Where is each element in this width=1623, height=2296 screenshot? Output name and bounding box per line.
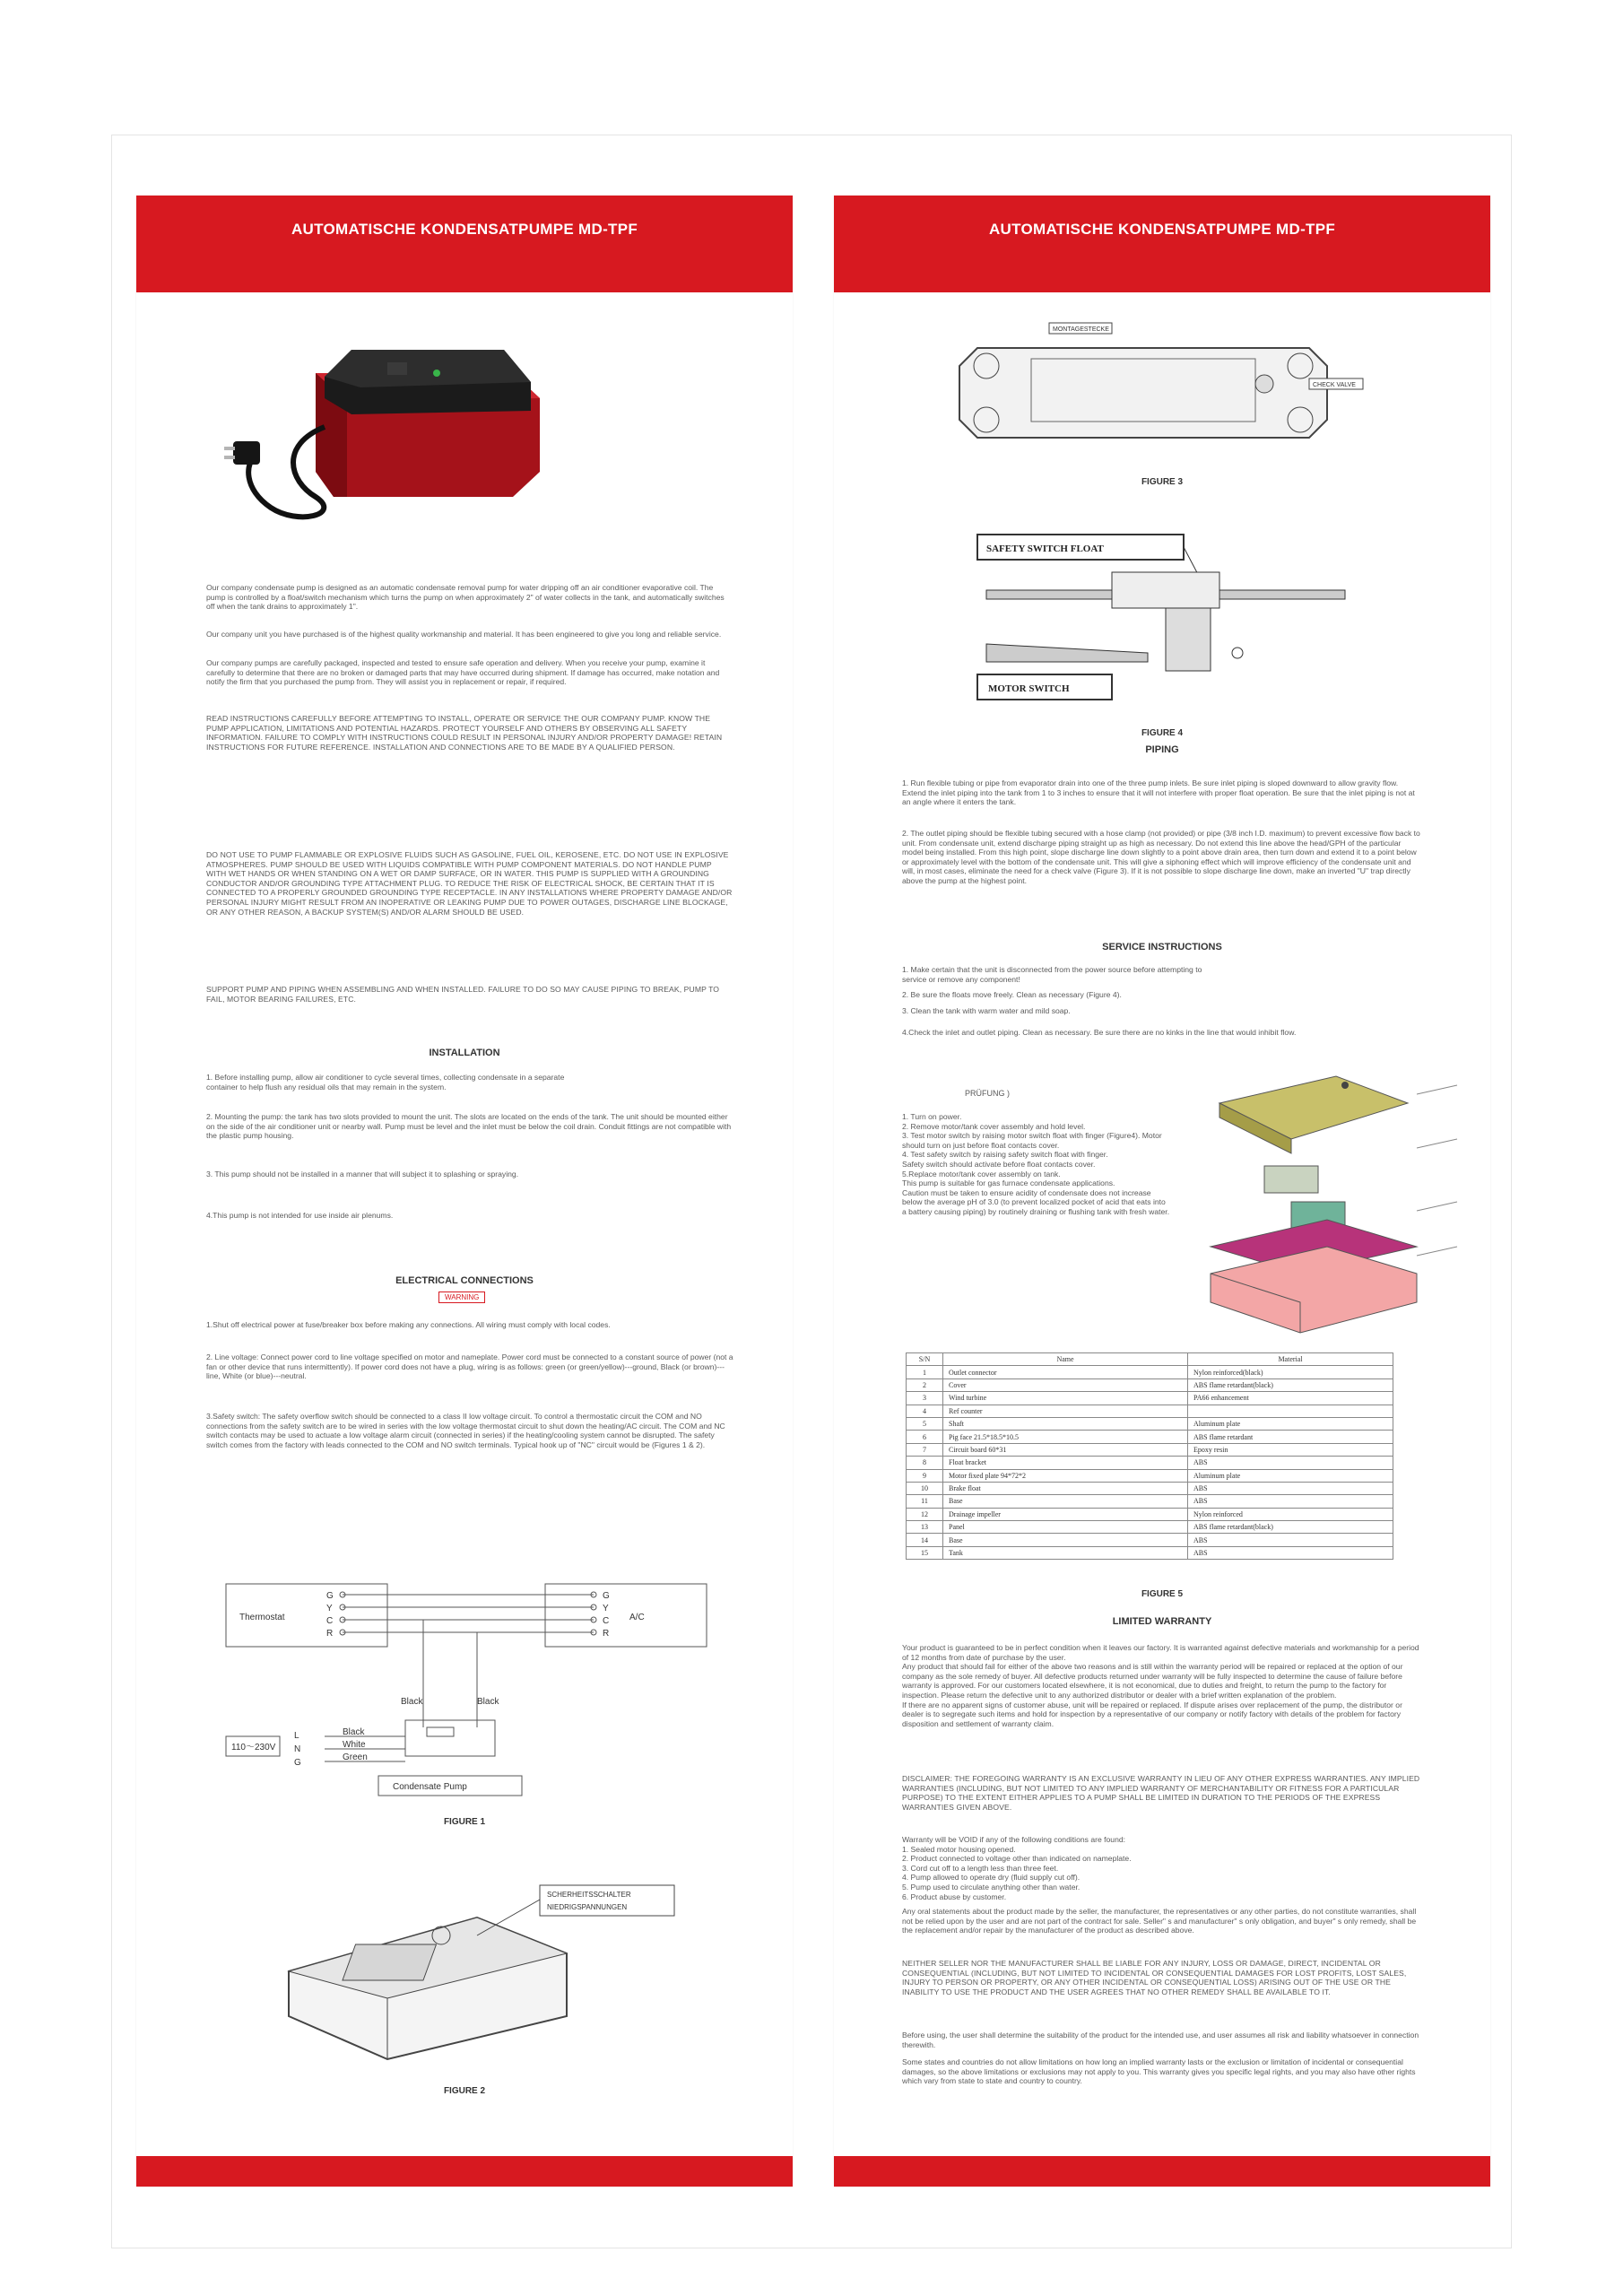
terminal-y-right: Y [603, 1604, 609, 1613]
figure5-caption: FIGURE 5 [1141, 1589, 1184, 1599]
cell-name: Shaft [943, 1417, 1188, 1430]
cell-material: ABS [1188, 1534, 1393, 1546]
fig4-label-2: MOTOR SWITCH [988, 683, 1070, 694]
header-banner-right [834, 196, 1490, 292]
table-row [907, 1366, 1393, 1378]
col-sn: S/N [907, 1353, 943, 1366]
terminal-g-left: G [326, 1591, 334, 1601]
table-row [907, 1392, 1393, 1405]
warranty-5: NEITHER SELLER NOR THE MANUFACTURER SHALL BE LIABLE FOR ANY INJURY, LOSS OR DAMAGE, DIRECT, INCIDENTAL OR CONSEQUENTIAL (INCLUDING, BUT NOT LIMITED TO INCIDENTAL OR CONSEQUENTIAL DAMAGES FOR LOST PROFITS, LOST SALES, INJURY TO PERSON OR PROPERTY, OR ANY OTHER INCIDENTAL OR CONSEQUENTIAL LOSS) ARISING OUT OF THE USE OR THE INABILITY TO USE THE PRODUCT AND THE USER AGREES THAT NO OTHER REMEDY SHALL BE AVAILABLE TO IT. [902, 1959, 1407, 1996]
table-row [907, 1443, 1393, 1456]
terminal-g-right: G [603, 1591, 610, 1601]
intro-p3: Our company pumps are carefully packaged, inspected and tested to ensure safe operation and delivery. When you receive your pump, examine it carefully to determine that there are no broken or damaged parts that may have occurred during shipment. If damage has occurred, make notation and notify the firm that you purchased the pump from. They will assist you in replacement or repair, if required. [206, 658, 720, 687]
cell-material: Nylon reinforced(black) [1188, 1366, 1393, 1378]
figure3-pump-top [950, 321, 1381, 465]
header-title: AUTOMATISCHE KONDENSATPUMPE MD-TPF [291, 221, 638, 238]
installation-4: 4.This pump is not intended for use inside air plenums. [206, 1211, 394, 1220]
cell-name: Base [943, 1495, 1188, 1508]
figure2-caption: FIGURE 2 [443, 2086, 486, 2096]
warranty-1: Your product is guaranteed to be in perfect condition when it leaves our factory. It is warranted against defective materials and workmanship for a period of 12 months from date of purchase by the user. Any product that should fail for either of the above two reasons and is still within the warranty period will be repaired or replaced at the option of our company as the sole remedy of buyer. All defective products returned under warranty will be fully inspected to determine the cause of failure before warranty is approved. For our customers located elsewhere, it is not economical, due to duties and freight, to return the pump to the factory for inspection. Please return the defective unit to any authorized distributor or dealer with a brief written explanation of the problem. If there are no apparent signs of customer abuse, unit will be repaired or replaced. If dispute arises over replacement of the pump, the distributor or dealer is to segregate such items and hold for inspection by a representative of our company or notify factory with details of the problem for factory disposition and settlement of warranty claim. [902, 1643, 1419, 1728]
left-page [136, 196, 793, 2187]
cell-sn: 3 [907, 1392, 943, 1405]
fig2-label-1: SCHERHEITSSCHALTER [547, 1891, 631, 1899]
cell-material: Epoxy resin [1188, 1443, 1393, 1456]
table-row [907, 1482, 1393, 1494]
cell-material: Aluminum plate [1188, 1469, 1393, 1482]
piping-heading: PIPING [1145, 744, 1179, 755]
figure4-caption: FIGURE 4 [1141, 728, 1184, 738]
black-wire-2: Black [477, 1697, 499, 1707]
cell-material: Aluminum plate [1188, 1417, 1393, 1430]
terminal-c-right: C [603, 1616, 610, 1626]
wiring-diagram [208, 1568, 728, 1801]
cell-sn: 7 [907, 1443, 943, 1456]
cell-material: Nylon reinforced [1188, 1508, 1393, 1520]
service-3: 3. Clean the tank with warm water and mild soap. [902, 1006, 1071, 1015]
fig2-label-2: NIEDRIGSPANNUNGEN [547, 1903, 628, 1911]
table-row [907, 1534, 1393, 1546]
warranty-3: Warranty will be VOID if any of the following conditions are found: 1. Sealed motor housing opened. 2. Product connected to voltage other than indicated on nameplate. 3. Cord cut off to a length less than three feet. 4. Pump allowed to operate dry (fluid supply cut off). 5. Pump used to circulate anything other than water. 6. Product abuse by customer. [902, 1835, 1132, 1901]
voltage-label: 110～230V [231, 1743, 276, 1752]
service-heading: SERVICE INSTRUCTIONS [1102, 942, 1222, 952]
installation-1: 1. Before installing pump, allow air conditioner to cycle several times, collecting condensate in a separate container to help flush any residual oils that may remain in the system. [206, 1073, 565, 1091]
warranty-7: Some states and countries do not allow limitations on how long an implied warranty lasts or the exclusion or limitation of incidental or consequential damages, so the above limitations or exclusions may not apply to you. This warranty gives you specific legal rights, and you may also have other rights which vary from state to state and country to country. [902, 2057, 1416, 2086]
safety-p2: SUPPORT PUMP AND PIPING WHEN ASSEMBLING AND WHEN INSTALLED. FAILURE TO DO SO MAY CAUSE PIPING TO BREAK, PUMP TO FAIL, MOTOR BEARING FAILURES, ETC. [206, 985, 720, 1004]
header-banner [136, 196, 793, 292]
cell-name: Outlet connector [943, 1366, 1188, 1378]
table-row [907, 1546, 1393, 1559]
cell-sn: 1 [907, 1366, 943, 1378]
cell-name: Brake float [943, 1482, 1188, 1494]
electrical-1: 1.Shut off electrical power at fuse/breaker box before making any connections. All wiring must comply with local codes. [206, 1320, 611, 1329]
cell-sn: 11 [907, 1495, 943, 1508]
terminal-r-right: R [603, 1629, 610, 1639]
table-row [907, 1405, 1393, 1417]
parts-table-body [907, 1366, 1393, 1560]
cell-material: ABS [1188, 1546, 1393, 1559]
test-steps: 1. Turn on power. 2. Remove motor/tank cover assembly and hold level. 3. Test motor switch by raising motor switch float with finger (Figure4). Motor should turn on just before float contacts cover. 4. Test safety switch by raising safety switch float with finger. Safety switch should activate before float contacts cover. 5.Replace motor/tank cover assembly on tank. This pump is suitable for gas furnace condensate applications. Caution must be taken to ensure acidity of condensate does not increase below the average pH of 3.0 (to prevent localized pocket of acid that eats into a battery causing piping) by routinely draining or flushing tank with fresh water. [902, 1112, 1170, 1216]
electrical-2: 2. Line voltage: Connect power cord to line voltage specified on motor and nameplate. Power cord must be connected to a constant source of power (not a fan or other device that runs intermittently). If power cord does not have a plug, wiring is as follows: green (or green/yellow)---ground, Black (or brown)---line, White (or blue)---neutral. [206, 1352, 733, 1381]
thermostat-label: Thermostat [239, 1613, 285, 1622]
figure4-switch-drawing [968, 527, 1381, 707]
cell-name: Wind turbine [943, 1392, 1188, 1405]
black-wire-1: Black [401, 1697, 423, 1707]
line-g: G [294, 1758, 301, 1768]
table-row [907, 1508, 1393, 1520]
table-row [907, 1469, 1393, 1482]
cell-sn: 13 [907, 1521, 943, 1534]
table-row [907, 1417, 1393, 1430]
cell-material: ABS [1188, 1495, 1393, 1508]
cell-name: Drainage impeller [943, 1508, 1188, 1520]
cell-sn: 10 [907, 1482, 943, 1494]
cell-material: ABS flame retardant(black) [1188, 1521, 1393, 1534]
fig3-label-1: MONTAGESTECKE [1053, 326, 1109, 333]
installation-3: 3. This pump should not be installed in a manner that will subject it to splashing or spraying. [206, 1170, 519, 1178]
cell-material: ABS flame retardant(black) [1188, 1378, 1393, 1391]
warning-label: WARNING [438, 1292, 485, 1303]
figure2-pump-drawing [271, 1882, 683, 2061]
exploded-view [1202, 1067, 1462, 1336]
pump-label: Condensate Pump [393, 1782, 467, 1792]
cell-sn: 9 [907, 1469, 943, 1482]
terminal-y-left: Y [326, 1604, 333, 1613]
col-material: Material [1188, 1353, 1393, 1366]
installation-2: 2. Mounting the pump: the tank has two slots provided to mount the unit. The slots are located on the ends of the tank. The unit should be mounted either on the side of the air conditioner unit or nearby wall. Pump must be level and the inlet must be below the coil drain. Conduit fittings are not compatible with the plastic pump housing. [206, 1112, 732, 1141]
cell-material [1188, 1405, 1393, 1417]
warranty-heading: LIMITED WARRANTY [1112, 1616, 1212, 1627]
cell-material: ABS flame retardant [1188, 1431, 1393, 1443]
table-row [907, 1457, 1393, 1469]
wire-black: Black [343, 1727, 365, 1737]
terminal-c-left: C [326, 1616, 334, 1626]
warranty-6: Before using, the user shall determine the suitability of the product for the intended use, and user assumes all risk and liability whatsoever in connection therewith. [902, 2031, 1419, 2049]
cell-sn: 8 [907, 1457, 943, 1469]
warranty-4: Any oral statements about the product made by the seller, the manufacturer, the representatives or any other parties, do not constitute warranties, shall not be relied upon by the user and are not part of the contract for sale. Seller" s and manufacturer" s only obligation, and buyer" s only remedy, shall be the replacement and/or repair by the manufacturer of the product as described above. [902, 1907, 1417, 1935]
header-title-right: AUTOMATISCHE KONDENSATPUMPE MD-TPF [988, 221, 1336, 238]
cell-sn: 14 [907, 1534, 943, 1546]
cell-sn: 15 [907, 1546, 943, 1559]
warranty-2: DISCLAIMER: THE FOREGOING WARRANTY IS AN EXCLUSIVE WARRANTY IN LIEU OF ANY OTHER EXPRESS WARRANTIES. ANY IMPLIED WARRANTIES (INCLUDING, BUT NOT LIMITED TO ANY IMPLIED WARRANTY OF MERCHANTABILITY OR FITNESS FOR A PARTICULAR PURPOSE) TO THE EXTENT EITHER APPLIES TO A PUMP SHALL BE LIMITED IN DURATION TO THE PERIODS OF THE EXPRESS WARRANTIES GIVEN ABOVE. [902, 1774, 1420, 1812]
line-l: L [294, 1731, 299, 1741]
figure1-caption: FIGURE 1 [443, 1817, 486, 1827]
table-row [907, 1521, 1393, 1534]
safety-p1: DO NOT USE TO PUMP FLAMMABLE OR EXPLOSIVE FLUIDS SUCH AS GASOLINE, FUEL OIL, KEROSENE, ETC. DO NOT USE IN EXPLOSIVE ATMOSPHERES. PUMP SHOULD BE USED WITH LIQUIDS COMPATIBLE WITH PUMP COMPONENT MATERIALS. DO NOT HANDLE PUMP WITH WET HANDS OR WHEN STANDING ON A WET OR DAMP SURFACE, OR IN WATER. THIS PUMP IS SUPPLIED WITH A GROUNDING CONDUCTOR AND/OR GROUNDING TYPE ATTACHMENT PLUG. TO REDUCE THE RISK OF ELECTRICAL SHOCK, BE CERTAIN THAT IT IS CONNECTED TO A PROPERLY GROUNDED GROUNDING TYPE RECEPTACLE. IN ANY INSTALLATIONS WHERE PROPERTY DAMAGE AND/OR PERSONAL INJURY MIGHT RESULT FROM AN INOPERATIVE OR LEAKING PUMP DUE TO POWER OUTAGES, DISCHARGE LINE BLOCKAGE, OR ANY OTHER REASON, A BACKUP SYSTEM(S) AND/OR ALARM SHOULD BE USED. [206, 850, 733, 917]
fig3-label-2: CHECK VALVE [1313, 382, 1356, 388]
cell-sn: 5 [907, 1417, 943, 1430]
cell-name: Ref counter [943, 1405, 1188, 1417]
fig4-label-1: SAFETY SWITCH FLOAT [986, 544, 1104, 554]
line-n: N [294, 1744, 301, 1754]
table-row [907, 1431, 1393, 1443]
parts-table [906, 1352, 1393, 1560]
service-1: 1. Make certain that the unit is disconnected from the power source before attempting to service or remove any component! [902, 965, 1202, 984]
cell-sn: 4 [907, 1405, 943, 1417]
product-photo [217, 346, 558, 535]
table-row [907, 1378, 1393, 1391]
footer-banner [136, 2156, 793, 2187]
footer-banner-right [834, 2156, 1490, 2187]
cell-name: Float bracket [943, 1457, 1188, 1469]
cell-name: Base [943, 1534, 1188, 1546]
piping-2: 2. The outlet piping should be flexible tubing secured with a hose clamp (not provided) or pipe (3/8 inch I.D. maximum) to prevent excessive flow back to unit. From condensate unit, extend discharge piping straight up as high as necessary. Do not extend this line above the head/GPH of the particular model being installed. From this high point, slope discharge line down slightly to a point above drain area, then turn down and extend it to a point below or approximately level with the bottom of the condensate unit. This will give a siphoning effect which will improve efficiency of the condensate unit and will, in most cases, eliminate the need for a check valve (Figure 3). If it is not possible to slope discharge line down, make an inverted "U" trap directly above the pump at the highest point. [902, 829, 1420, 885]
service-4: 4.Check the inlet and outlet piping. Clean as necessary. Be sure there are no kinks in the line that would inhibit flow. [902, 1028, 1297, 1037]
cell-name: Panel [943, 1521, 1188, 1534]
table-row [907, 1495, 1393, 1508]
cell-sn: 2 [907, 1378, 943, 1391]
pruefung-label: PRÜFUNG ) [965, 1089, 1010, 1098]
cell-name: Circuit board 60*31 [943, 1443, 1188, 1456]
figure3-caption: FIGURE 3 [1141, 477, 1184, 487]
right-page [834, 196, 1490, 2187]
cell-name: Cover [943, 1378, 1188, 1391]
terminal-r-left: R [326, 1629, 334, 1639]
ac-label: A/C [629, 1613, 645, 1622]
intro-p2: Our company unit you have purchased is of the highest quality workmanship and material. It has been engineered to give you long and reliable service. [206, 630, 722, 639]
cell-material: PA66 enhancement [1188, 1392, 1393, 1405]
cell-name: Tank [943, 1546, 1188, 1559]
cell-sn: 6 [907, 1431, 943, 1443]
installation-heading: INSTALLATION [429, 1048, 500, 1058]
cell-name: Motor fixed plate 94*72*2 [943, 1469, 1188, 1482]
wire-white: White [343, 1740, 366, 1750]
electrical-heading: ELECTRICAL CONNECTIONS [395, 1275, 534, 1286]
wire-green: Green [343, 1752, 368, 1762]
piping-1: 1. Run flexible tubing or pipe from evaporator drain into one of the three pump inlets. Be sure inlet piping is sloped downward to allow gravity flow. Extend the inlet piping into the tank from 1 to 3 inches to ensure that it will not interfere with proper float operation. Be sure that the inlet piping is not at an angle where it enters the tank. [902, 778, 1415, 807]
cell-material: ABS [1188, 1457, 1393, 1469]
intro-p1: Our company condensate pump is designed as an automatic condensate removal pump for water dripping off an air conditioner evaporative coil. The pump is controlled by a float/switch mechanism which turns the pump on when approximately 2" of water collects in the tank, and automatically switches off when the tank drains to approximately 1". [206, 583, 725, 612]
parts-table-header [907, 1353, 1393, 1366]
intro-p4: READ INSTRUCTIONS CAREFULLY BEFORE ATTEMPTING TO INSTALL, OPERATE OR SERVICE THE OUR COMPANY PUMP. KNOW THE PUMP APPLICATION, LIMITATIONS AND POTENTIAL HAZARDS. PROTECT YOURSELF AND OTHERS BY OBSERVING ALL SAFETY INFORMATION. FAILURE TO COMPLY WITH INSTRUCTIONS COULD RESULT IN PERSONAL INJURY AND/OR PROPERTY DAMAGE! RETAIN INSTRUCTIONS FOR FUTURE REFERENCE. INSTALLATION AND CONNECTIONS ARE TO BE MADE BY A QUALIFIED PERSON. [206, 714, 723, 752]
electrical-3: 3.Safety switch: The safety overflow switch should be connected to a class II low voltage circuit. To control a thermostatic circuit the COM and NO connections from the safety switch are to be wired in series with the low voltage thermostat circuit to shut down the heating/AC circuit. The COM and NC switch contacts may be used to actuate a low voltage alarm circuit (connected in series) if the heating/cooling system cannot be disrupted. The safety switch comes from the factory with leads connected to the COM and NO switch terminals. Typical hook up of "NC" circuit would be (Figures 1 & 2). [206, 1412, 725, 1449]
col-name: Name [943, 1353, 1188, 1366]
cell-material: ABS [1188, 1482, 1393, 1494]
cell-sn: 12 [907, 1508, 943, 1520]
service-2: 2. Be sure the floats move freely. Clean as necessary (Figure 4). [902, 990, 1122, 999]
cell-name: Pig face 21.5*18.5*10.5 [943, 1431, 1188, 1443]
